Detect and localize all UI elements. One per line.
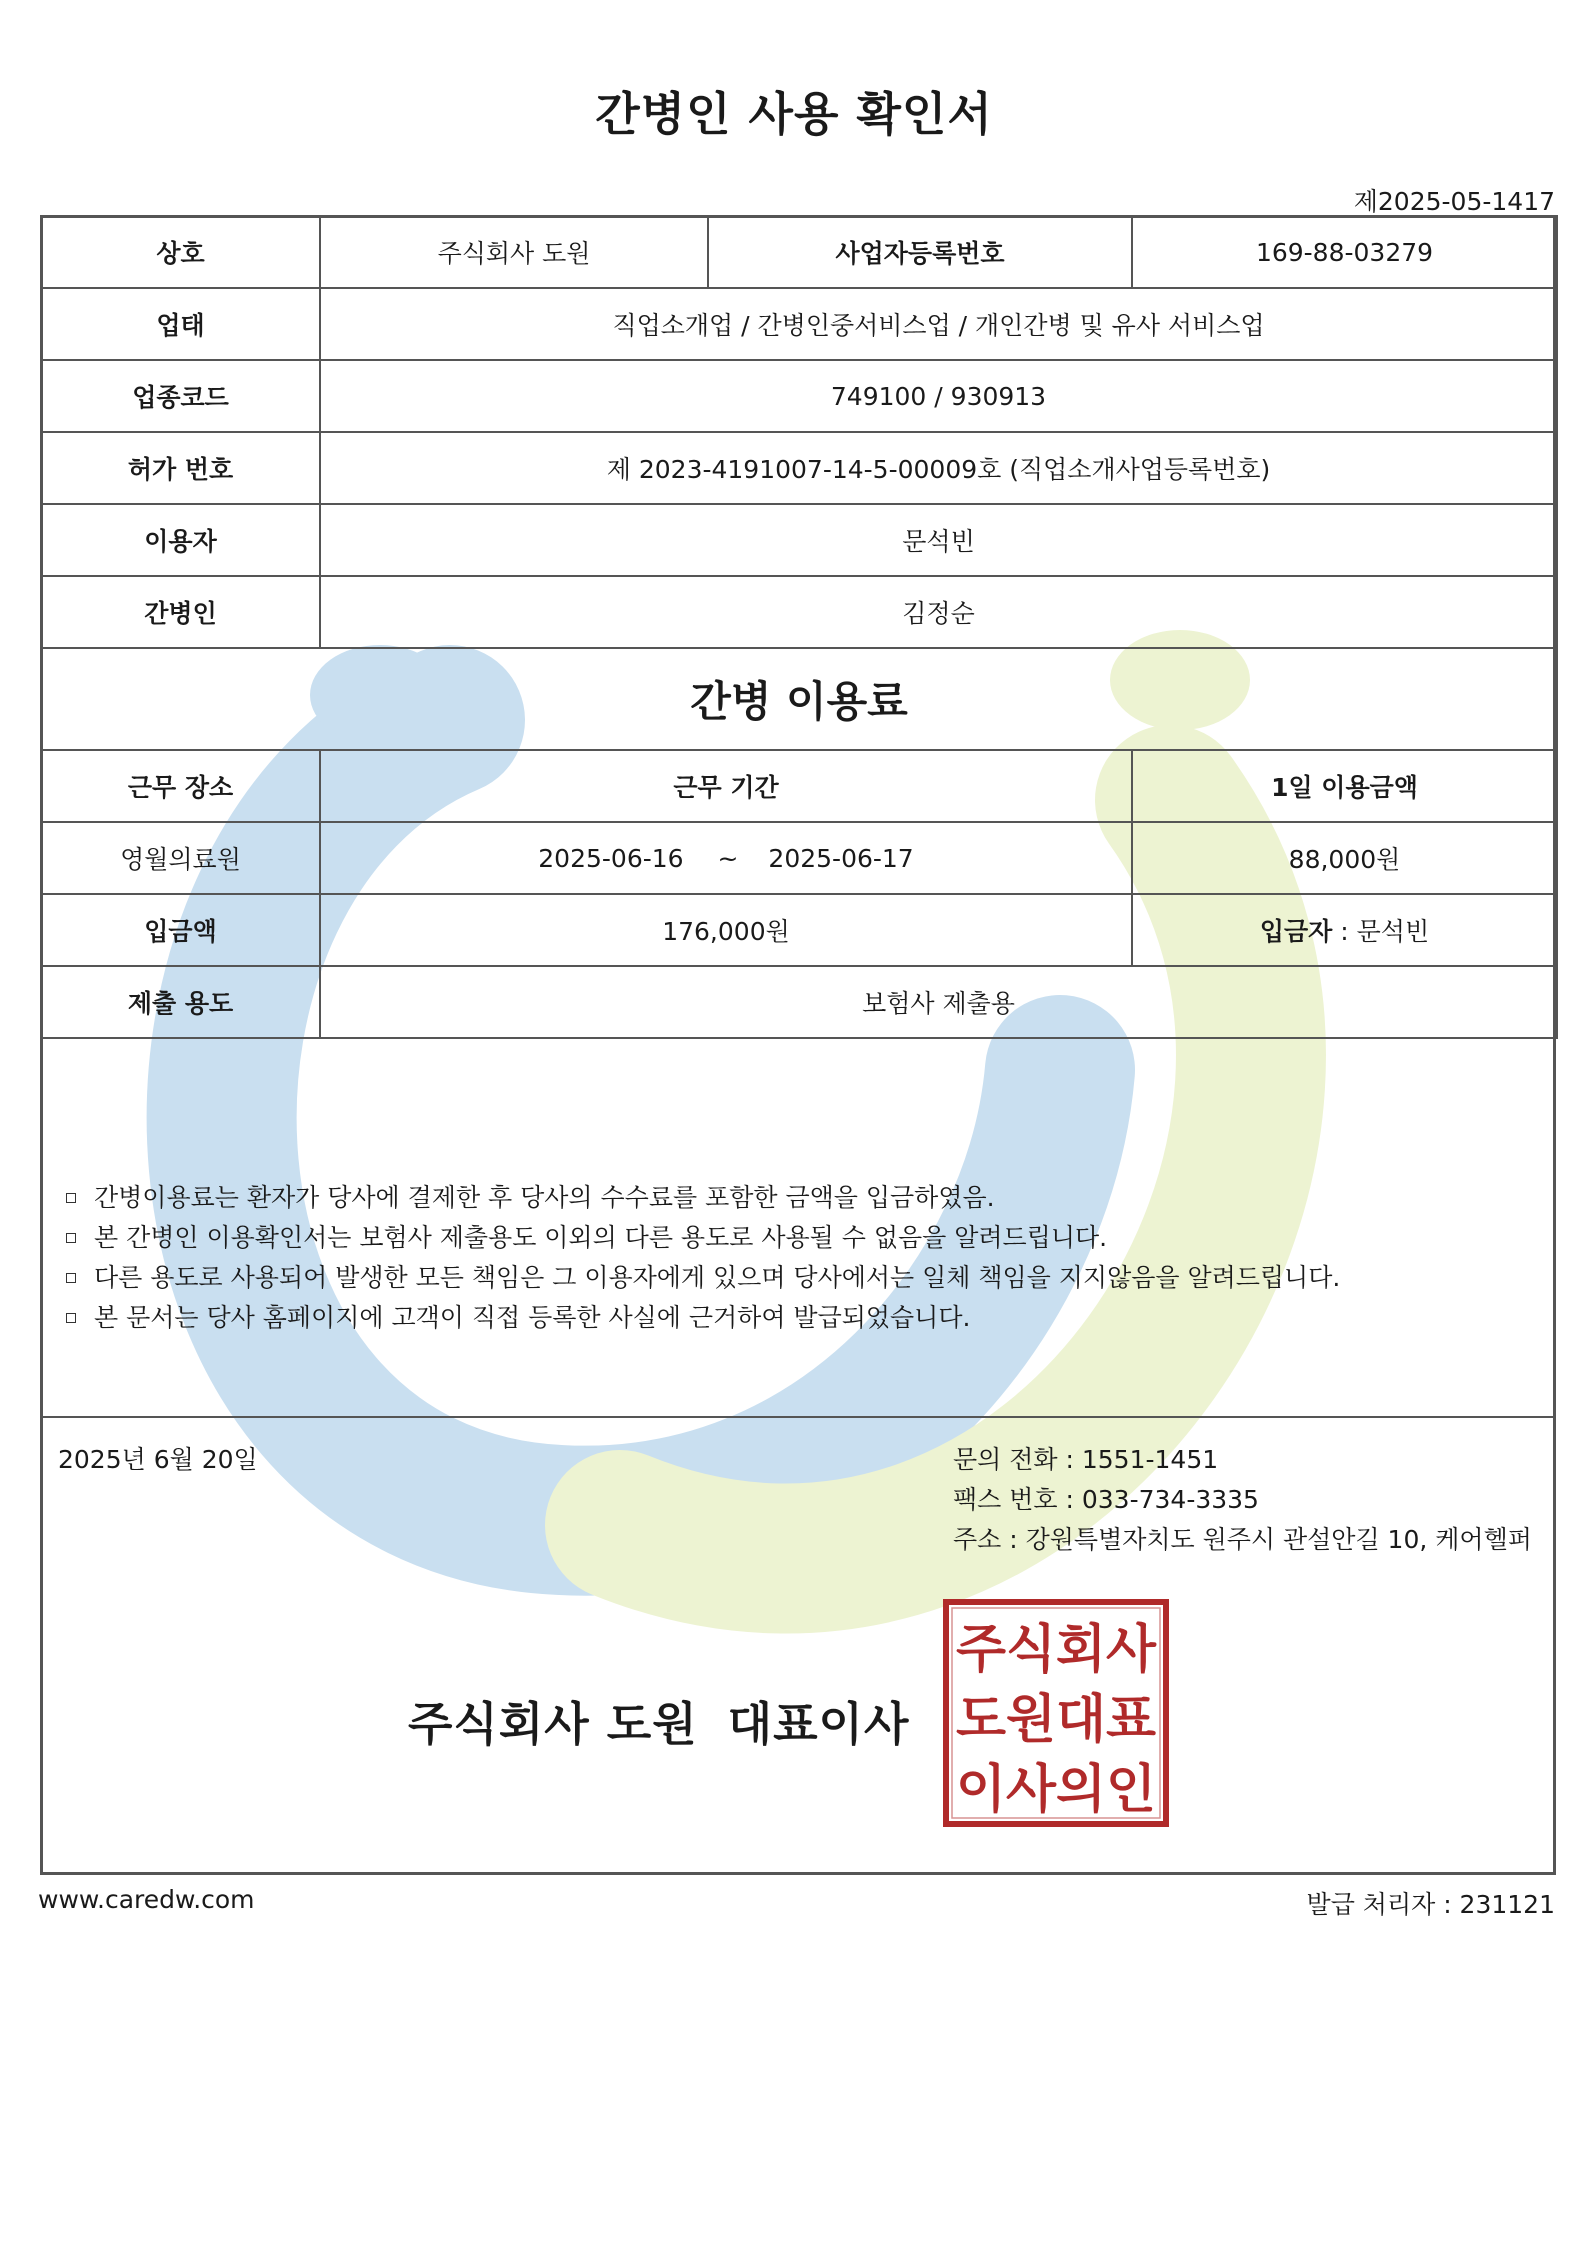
square-bullet-icon bbox=[66, 1273, 76, 1283]
note-text: 다른 용도로 사용되어 발생한 모든 책임은 그 이용자에게 있으며 당사에서는 일체 책임을 지지않음을 알려드립니다. bbox=[94, 1263, 1341, 1292]
note-item bbox=[62, 1218, 1340, 1258]
period-start: 2025-06-16 bbox=[538, 843, 684, 873]
industry-code-row bbox=[41, 360, 1557, 432]
industry-code-label: 업종코드 bbox=[41, 360, 320, 432]
caregiver-row bbox=[41, 576, 1557, 648]
representative-signature bbox=[408, 1688, 909, 1754]
document-title: 간병인 사용 확인서 bbox=[595, 87, 993, 141]
license-label: 허가 번호 bbox=[41, 432, 320, 504]
website-link[interactable]: www.caredw.com bbox=[38, 1885, 255, 1914]
license-value: 제 2023-4191007-14-5-00009호 (직업소개사업등록번호) bbox=[320, 432, 1557, 504]
representative-company: 주식회사 도원 bbox=[408, 1697, 698, 1751]
work-period-header: 근무 기간 bbox=[320, 750, 1132, 822]
business-type-value: 직업소개업 / 간병인중서비스업 / 개인간병 및 유사 서비스업 bbox=[320, 288, 1557, 360]
fee-section-title: 간병 이용료 bbox=[41, 648, 1557, 750]
note-text: 간병이용료는 환자가 당사에 결제한 후 당사의 수수료를 포함한 금액을 입금하였음. bbox=[94, 1183, 995, 1212]
company-row bbox=[41, 216, 1557, 288]
deposit-row bbox=[41, 894, 1557, 966]
depositor-separator: : bbox=[1332, 917, 1357, 946]
issue-date: 2025년 6월 20일 bbox=[58, 1445, 258, 1474]
user-row bbox=[41, 504, 1557, 576]
user-label: 이용자 bbox=[41, 504, 320, 576]
caregiver-value: 김정순 bbox=[320, 576, 1557, 648]
note-item bbox=[62, 1298, 1340, 1338]
notes-bottom-divider bbox=[40, 1416, 1556, 1418]
square-bullet-icon bbox=[66, 1233, 76, 1243]
caregiver-label: 간병인 bbox=[41, 576, 320, 648]
square-bullet-icon bbox=[66, 1193, 76, 1203]
contact-phone: 문의 전화 : 1551-1451 bbox=[953, 1445, 1219, 1474]
company-seal bbox=[943, 1599, 1169, 1827]
purpose-label: 제출 용도 bbox=[41, 966, 320, 1038]
info-table bbox=[40, 215, 1558, 1039]
work-period-value bbox=[320, 822, 1132, 894]
work-place-header: 근무 장소 bbox=[41, 750, 320, 822]
period-tilde: ~ bbox=[717, 843, 739, 873]
user-value: 문석빈 bbox=[320, 504, 1557, 576]
purpose-value: 보험사 제출용 bbox=[320, 966, 1557, 1038]
note-item bbox=[62, 1178, 1340, 1218]
document-number: 제2025-05-1417 bbox=[1353, 187, 1555, 216]
representative-title: 대표이사 bbox=[727, 1697, 910, 1751]
deposit-value: 176,000원 bbox=[320, 894, 1132, 966]
contact-fax: 팩스 번호 : 033-734-3335 bbox=[953, 1485, 1259, 1514]
fee-header-row bbox=[41, 750, 1557, 822]
contact-address: 주소 : 강원특별자치도 원주시 관설안길 10, 케어헬퍼 bbox=[953, 1525, 1532, 1554]
depositor-cell bbox=[1132, 894, 1557, 966]
note-text: 본 간병인 이용확인서는 보험사 제출용도 이외의 다른 용도로 사용될 수 없음을 알려드립니다. bbox=[94, 1223, 1108, 1252]
fee-section-row bbox=[41, 648, 1557, 750]
contact-block bbox=[953, 1440, 1532, 1560]
license-row bbox=[41, 432, 1557, 504]
company-value: 주식회사 도원 bbox=[320, 216, 708, 288]
work-place-value: 영월의료원 bbox=[41, 822, 320, 894]
purpose-row bbox=[41, 966, 1557, 1038]
deposit-label: 입금액 bbox=[41, 894, 320, 966]
daily-fee-value: 88,000원 bbox=[1132, 822, 1557, 894]
square-bullet-icon bbox=[66, 1313, 76, 1323]
fee-data-row bbox=[41, 822, 1557, 894]
registration-value: 169-88-03279 bbox=[1132, 216, 1557, 288]
notes-list bbox=[62, 1178, 1340, 1338]
svg-text:주식회사: 주식회사 bbox=[956, 1620, 1157, 1680]
svg-text:도원대표: 도원대표 bbox=[956, 1690, 1156, 1750]
daily-fee-header: 1일 이용금액 bbox=[1132, 750, 1557, 822]
issuer-info: 발급 처리자 : 231121 bbox=[1306, 1890, 1555, 1919]
industry-code-value: 749100 / 930913 bbox=[320, 360, 1557, 432]
depositor-value: 문석빈 bbox=[1356, 917, 1430, 946]
company-label: 상호 bbox=[41, 216, 320, 288]
period-end: 2025-06-17 bbox=[768, 843, 914, 873]
note-item bbox=[62, 1258, 1340, 1298]
svg-text:이사의인: 이사의인 bbox=[956, 1760, 1156, 1820]
business-type-label: 업태 bbox=[41, 288, 320, 360]
depositor-label: 입금자 bbox=[1259, 917, 1333, 946]
business-type-row bbox=[41, 288, 1557, 360]
note-text: 본 문서는 당사 홈페이지에 고객이 직접 등록한 사실에 근거하여 발급되었습니다. bbox=[94, 1303, 971, 1332]
registration-label: 사업자등록번호 bbox=[708, 216, 1132, 288]
